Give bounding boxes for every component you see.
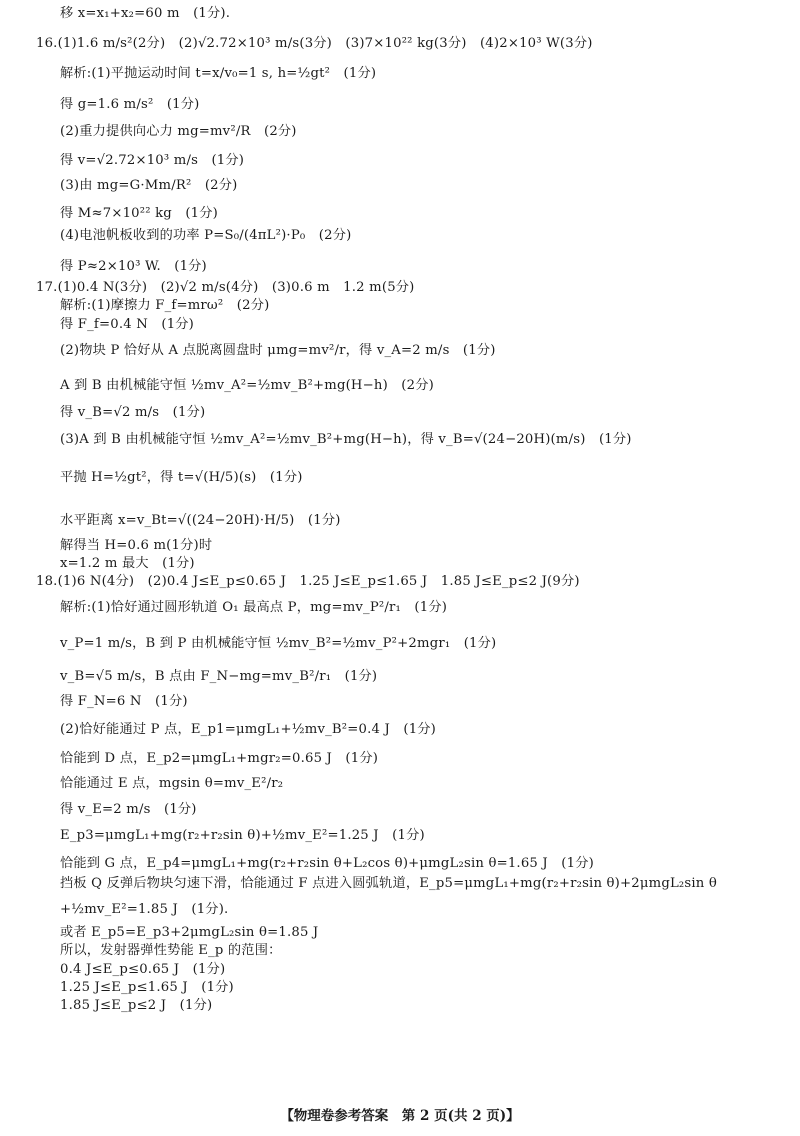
text-line: (2)恰好能通过 P 点，E_p1=μmgL₁+½mv_B²=0.4 J (1分) [60,722,437,737]
text-line: 0.4 J≤E_p≤0.65 J (1分) [60,962,226,977]
question-17-answers: 17.(1)0.4 N(3分) (2)√2 m/s(4分) (3)0.6 m 1.2 m(5分) [36,280,415,295]
text-line: (3)由 mg=G·Mm/R² (2分) [60,178,238,193]
text-line: 恰能到 G 点，E_p4=μmgL₁+mg(r₂+r₂sin θ+L₂cos θ)+μmgL₂sin θ=1.65 J (1分) [60,856,594,871]
text-line: 得 F_N=6 N (1分) [60,694,188,709]
text-line: 移 x=x₁+x₂=60 m (1分). [60,6,231,21]
text-line: 恰能通过 E 点，mgsin θ=mv_E²/r₂ [60,776,284,791]
text-line: A 到 B 由机械能守恒 ½mv_A²=½mv_B²+mg(H−h) (2分) [60,378,434,393]
text-line: 水平距离 x=v_Bt=√((24−20H)·H/5) (1分) [60,513,341,528]
question-16-answers: 16.(1)1.6 m/s²(2分) (2)√2.72×10³ m/s(3分) (3)7×10²² kg(3分) (4)2×10³ W(3分) [36,36,593,51]
text-line: 恰能到 D 点，E_p2=μmgL₁+mgr₂=0.65 J (1分) [60,751,379,766]
text-line: 得 g=1.6 m/s² (1分) [60,97,200,112]
text-line: 得 v_B=√2 m/s (1分) [60,405,206,420]
text-line: 解析:(1)摩擦力 F_f=mrω² (2分) [60,298,270,313]
page-footer: 【物理卷参考答案 第 2 页(共 2 页)】 [280,1108,520,1124]
text-line: (2)重力提供向心力 mg=mv²/R (2分) [60,124,297,139]
text-line: (4)电池帆板收到的功率 P=S₀/(4πL²)·P₀ (2分) [60,228,352,243]
text-line: 或者 E_p5=E_p3+2μmgL₂sin θ=1.85 J [60,925,319,940]
text-line: 得 v=√2.72×10³ m/s (1分) [60,153,245,168]
text-line: 平抛 H=½gt²，得 t=√(H/5)(s) (1分) [60,470,303,485]
text-line: 1.25 J≤E_p≤1.65 J (1分) [60,980,234,995]
text-line: +½mv_E²=1.85 J (1分). [60,902,229,917]
question-18-answers: 18.(1)6 N(4分) (2)0.4 J≤E_p≤0.65 J 1.25 J≤E_p≤1.65 J 1.85 J≤E_p≤2 J(9分) [36,574,580,589]
text-line: v_B=√5 m/s，B 点由 F_N−mg=mv_B²/r₁ (1分) [60,669,378,684]
text-line: x=1.2 m 最大 (1分) [60,556,195,571]
text-line: 得 P≈2×10³ W. (1分) [60,259,207,274]
text-line: 得 M≈7×10²² kg (1分) [60,206,219,221]
text-line: 得 v_E=2 m/s (1分) [60,802,197,817]
text-line: E_p3=μmgL₁+mg(r₂+r₂sin θ)+½mv_E²=1.25 J (1分) [60,828,425,843]
text-line: 挡板 Q 反弹后物块匀速下滑，恰能通过 F 点进入圆弧轨道，E_p5=μmgL₁+mg(r₂+r₂sin θ)+2μmgL₂sin θ [60,876,718,891]
text-line: v_P=1 m/s，B 到 P 由机械能守恒 ½mv_B²=½mv_P²+2mgr₁ (1分) [60,636,497,651]
text-line: 解析:(1)恰好通过圆形轨道 O₁ 最高点 P，mg=mv_P²/r₁ (1分) [60,600,448,615]
text-line: 解析:(1)平抛运动时间 t=x/v₀=1 s, h=½gt² (1分) [60,66,377,81]
text-line: (3)A 到 B 由机械能守恒 ½mv_A²=½mv_B²+mg(H−h)，得 v_B=√(24−20H)(m/s) (1分) [60,432,632,447]
text-line: 1.85 J≤E_p≤2 J (1分) [60,998,213,1013]
text-line: 所以，发射器弹性势能 E_p 的范围： [60,943,282,958]
text-line: (2)物块 P 恰好从 A 点脱离圆盘时 μmg=mv²/r，得 v_A=2 m/s (1分) [60,343,496,358]
text-line: 得 F_f=0.4 N (1分) [60,317,195,332]
text-line: 解得当 H=0.6 m(1分)时 [60,538,213,553]
